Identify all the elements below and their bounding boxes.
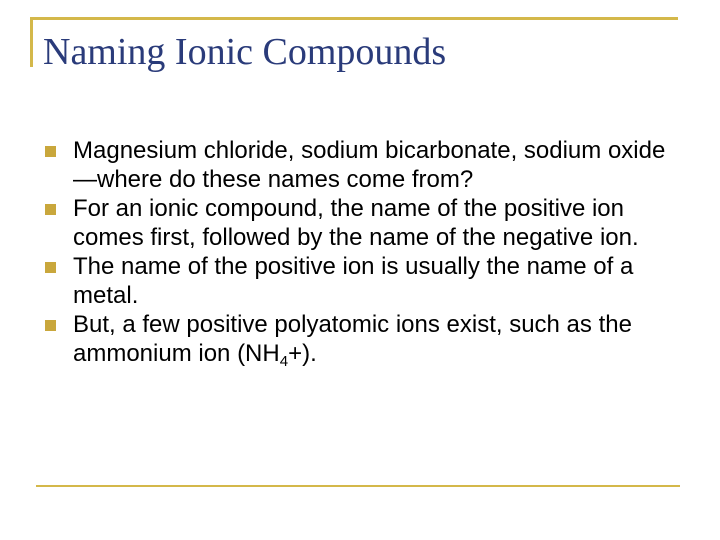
bullet-text-after: +). (288, 340, 317, 367)
square-bullet-icon (45, 146, 56, 157)
bullet-text: Magnesium chloride, sodium bicarbonate, sodium oxide—where do these names come from? (73, 137, 666, 193)
frame-bottom-line (36, 485, 680, 487)
bullet-text: For an ionic compound, the name of the positive ion comes first, followed by the name of the negative ion. (73, 195, 639, 251)
square-bullet-icon (45, 204, 56, 215)
square-bullet-icon (45, 320, 56, 331)
bullet-item (45, 136, 685, 194)
slide-title: Naming Ionic Compounds (43, 31, 447, 73)
square-bullet-icon (45, 262, 56, 273)
bullet-text-before: But, a few positive polyatomic ions exist, such as the ammonium ion (NH (73, 311, 632, 367)
bullet-list (45, 136, 685, 368)
bullet-text (73, 311, 632, 370)
subscript-number: 4 (279, 353, 289, 370)
bullet-item (45, 252, 685, 310)
frame-top-line (30, 17, 678, 20)
bullet-item (45, 194, 685, 252)
frame-left-line (30, 17, 33, 67)
bullet-text: The name of the positive ion is usually the name of a metal. (73, 253, 634, 309)
bullet-item (45, 310, 685, 368)
